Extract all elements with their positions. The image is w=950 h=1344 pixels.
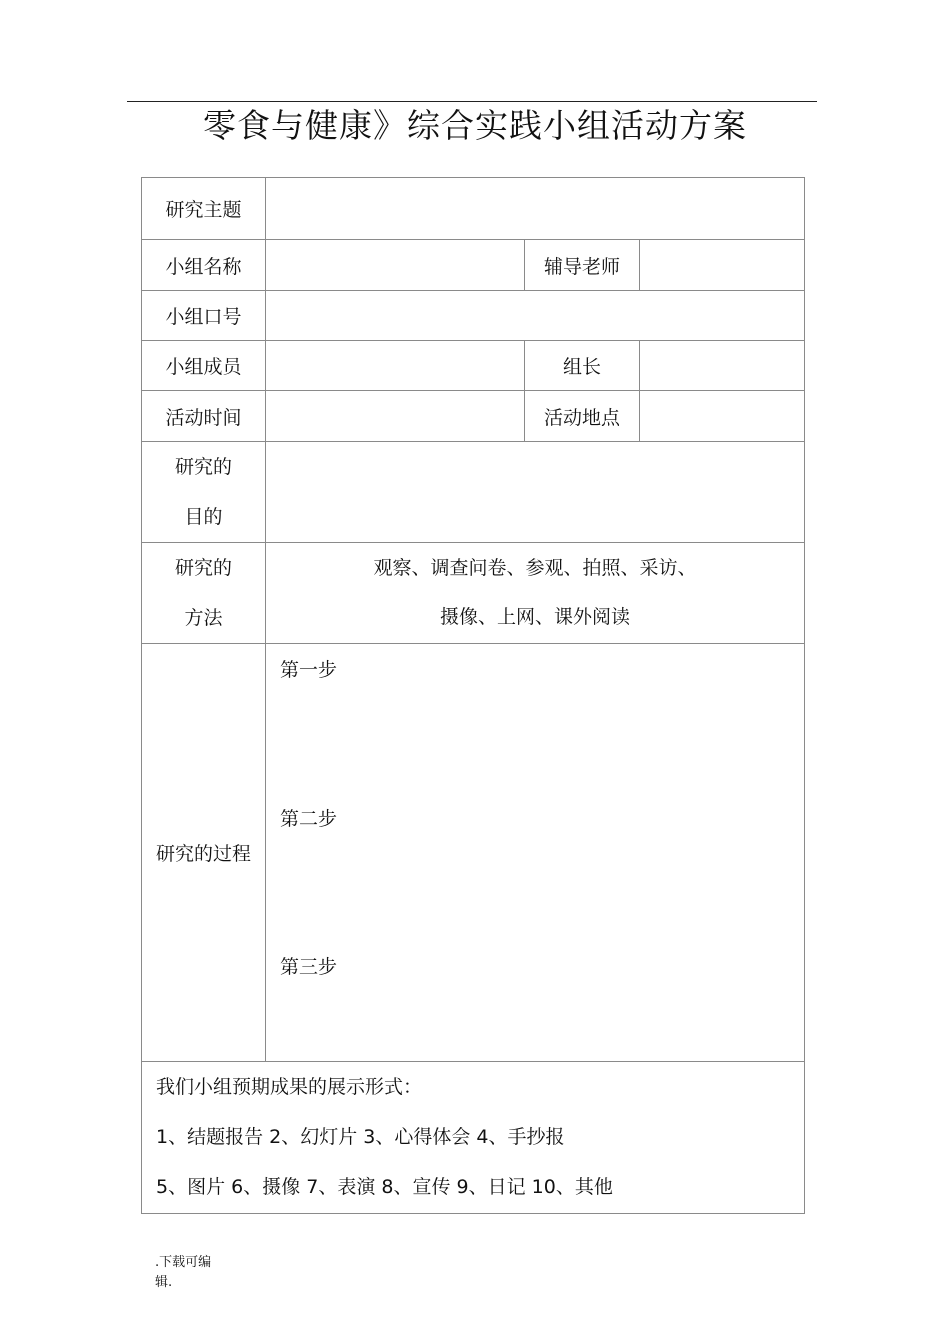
leader-field[interactable] — [640, 341, 805, 391]
header-rule — [127, 101, 817, 102]
footer-line2: 辑. — [155, 1275, 173, 1290]
purpose-label-line1: 研究的 — [174, 456, 232, 478]
footer-note — [155, 1253, 225, 1293]
method-label — [142, 543, 266, 644]
process-label: 研究的过程 — [142, 644, 266, 1062]
time-label: 活动时间 — [142, 391, 266, 442]
process-field[interactable] — [266, 644, 805, 1062]
footer-line1: .下载可编 — [155, 1255, 212, 1270]
members-label: 小组成员 — [142, 341, 266, 391]
place-field[interactable] — [640, 391, 805, 442]
place-label: 活动地点 — [525, 391, 640, 442]
outcome-section — [142, 1062, 805, 1214]
leader-label: 组长 — [525, 341, 640, 391]
group-name-label: 小组名称 — [142, 240, 266, 291]
step-3-label: 第三步 — [280, 956, 338, 978]
slogan-field[interactable] — [266, 291, 805, 341]
topic-label: 研究主题 — [142, 178, 266, 240]
outcome-heading: 我们小组预期成果的展示形式： — [156, 1076, 423, 1098]
step-1-label: 第一步 — [280, 659, 338, 681]
page-title: 零食与健康》综合实践小组活动方案 — [203, 106, 747, 145]
members-field[interactable] — [266, 341, 525, 391]
method-label-line2: 方法 — [184, 607, 223, 629]
activity-plan-form — [141, 177, 805, 1214]
method-field — [266, 543, 805, 644]
method-label-line1: 研究的 — [174, 557, 232, 579]
method-line1: 观察、调查问卷、参观、拍照、采访、 — [373, 557, 697, 579]
purpose-label-line2: 目的 — [184, 506, 223, 528]
outcome-line1: 1、结题报告 2、幻灯片 3、心得体会 4、手抄报 — [156, 1126, 565, 1148]
time-field[interactable] — [266, 391, 525, 442]
group-name-field[interactable] — [266, 240, 525, 291]
method-line2: 摄像、上网、课外阅读 — [440, 606, 631, 628]
purpose-label — [142, 442, 266, 543]
outcome-line2: 5、图片 6、摄像 7、表演 8、宣传 9、日记 10、其他 — [156, 1176, 613, 1198]
advisor-field[interactable] — [640, 240, 805, 291]
advisor-label: 辅导老师 — [525, 240, 640, 291]
topic-field[interactable] — [266, 178, 805, 240]
slogan-label: 小组口号 — [142, 291, 266, 341]
purpose-field[interactable] — [266, 442, 805, 543]
step-2-label: 第二步 — [280, 808, 338, 830]
